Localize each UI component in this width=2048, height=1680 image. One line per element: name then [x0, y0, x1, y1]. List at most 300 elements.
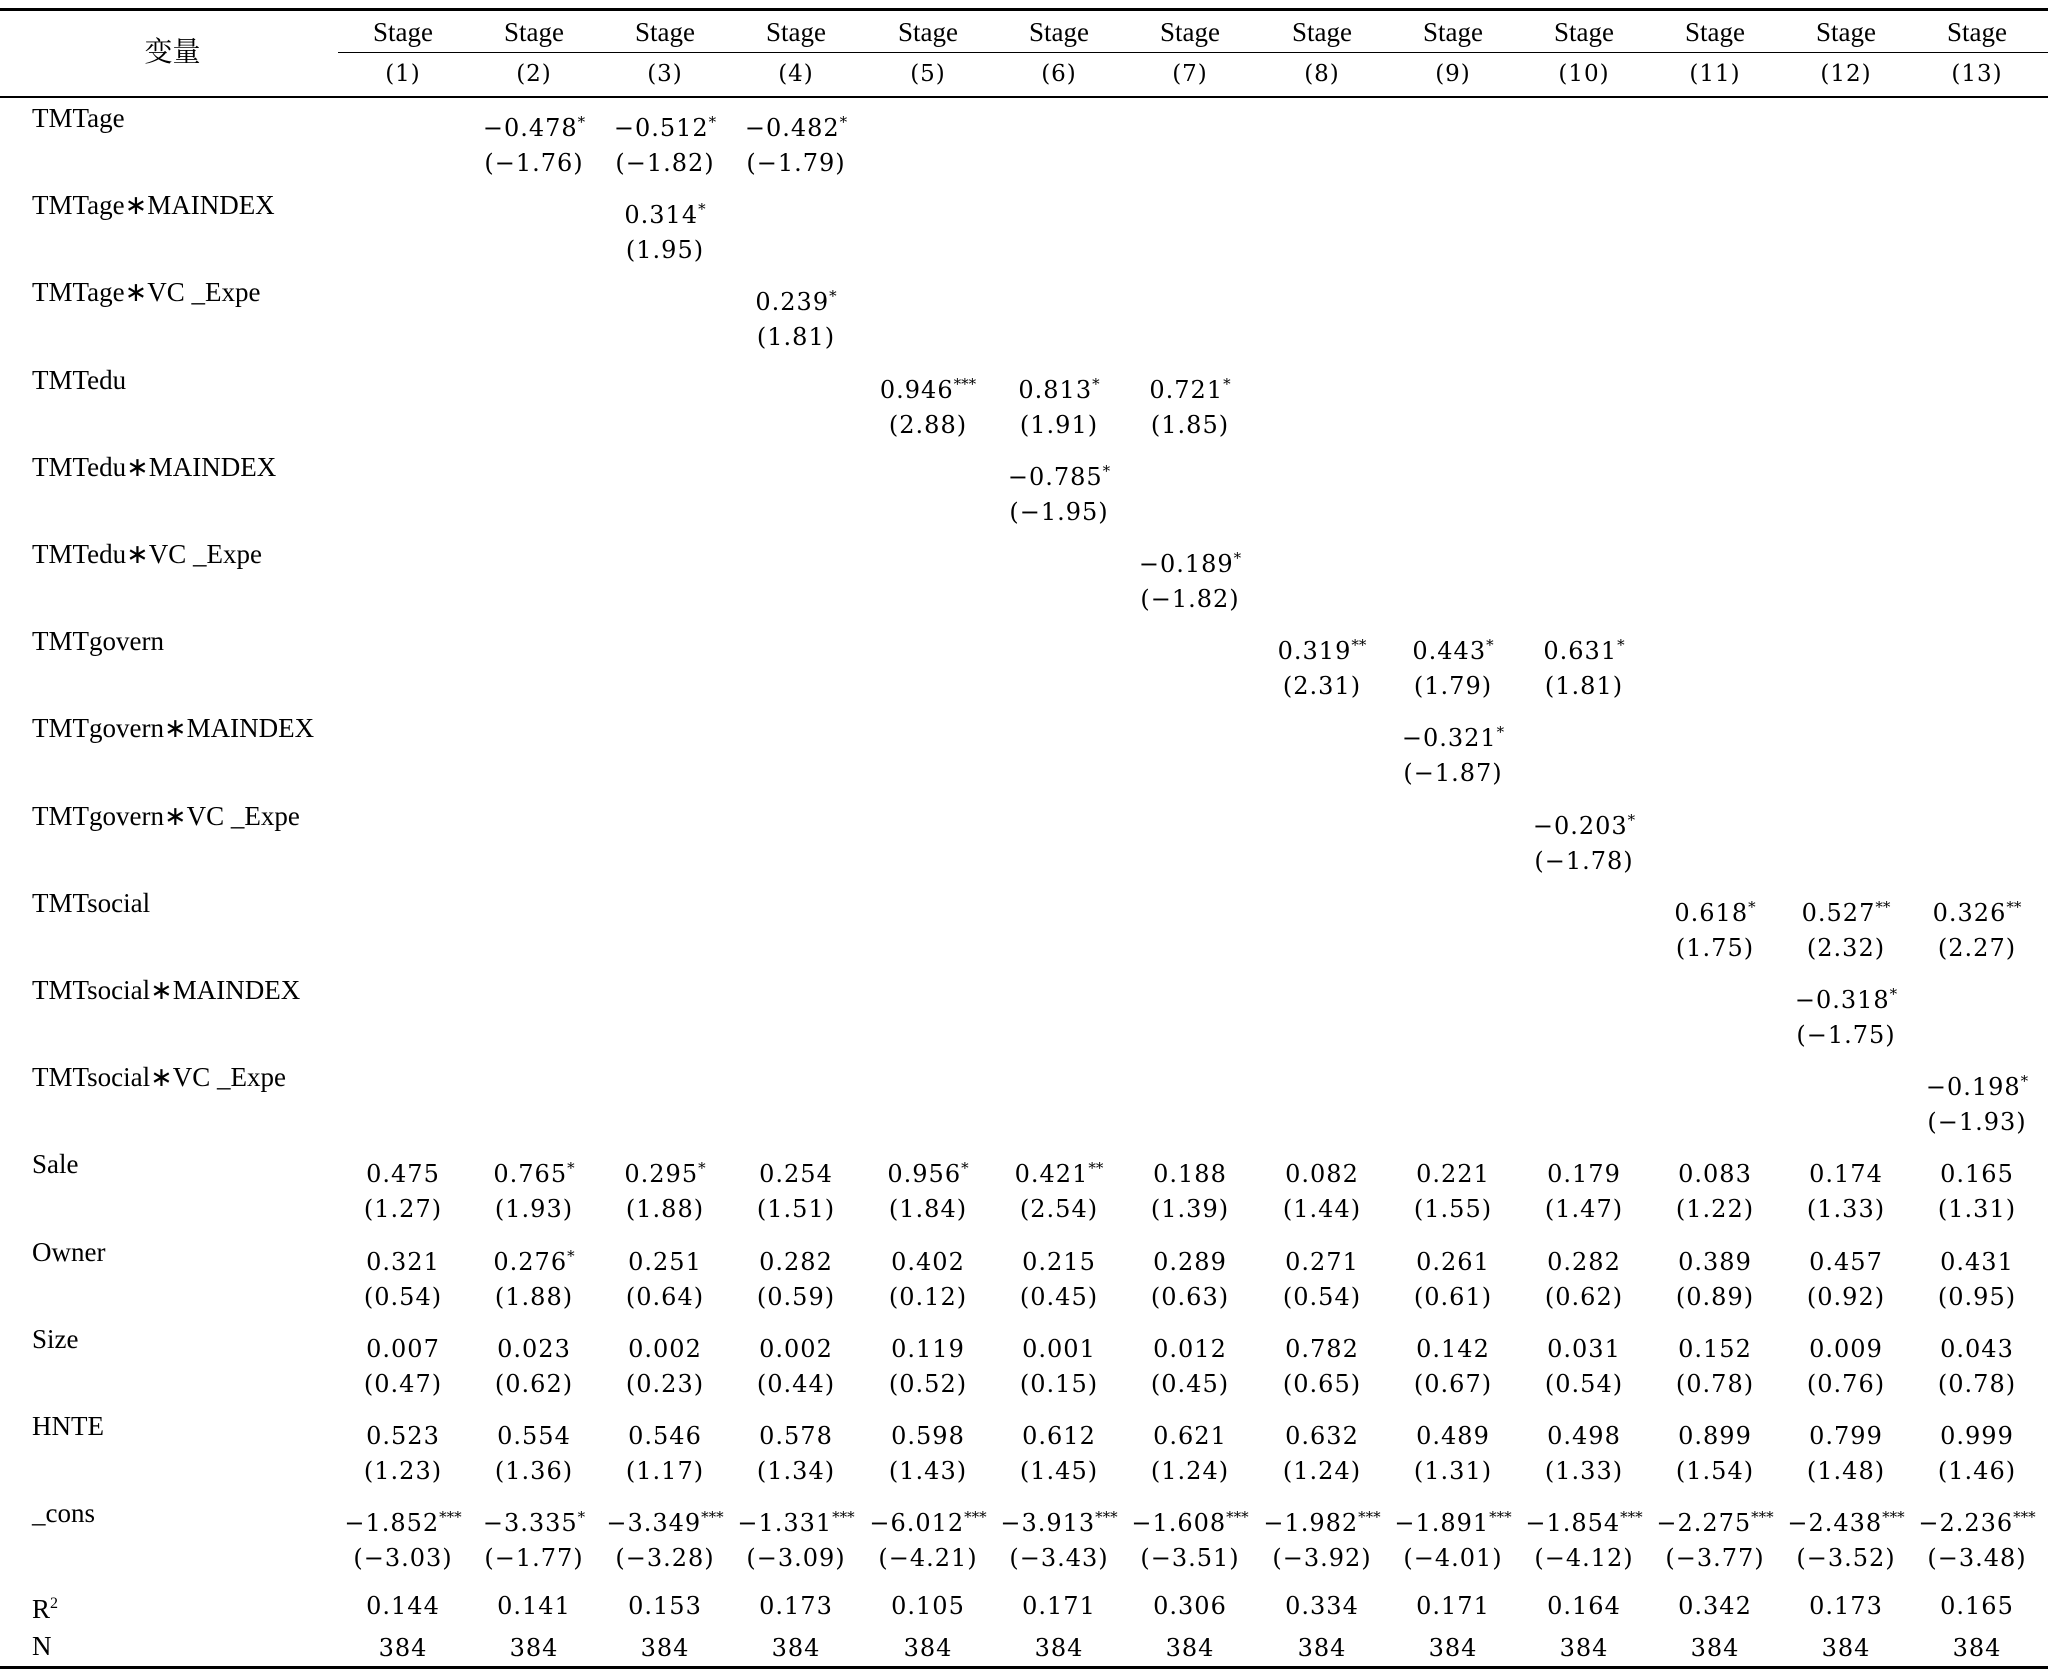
t-statistic-cell: (−1.78): [1534, 846, 1634, 875]
coefficient-cell: [1114, 1414, 1266, 1452]
coefficient-value: 0.326: [1932, 898, 2007, 927]
coefficient-value: −0.318: [1794, 986, 1890, 1014]
coefficient-cell: [1246, 1240, 1398, 1278]
coefficient-cell: [1770, 1501, 1922, 1539]
t-statistic-cell: (−4.12): [1534, 1544, 1634, 1573]
coefficient-cell: [1639, 891, 1791, 929]
column-header-stage: Stage: [1423, 17, 1483, 47]
significance-stars: ***: [1226, 1508, 1249, 1527]
r-squared-value: 0.173: [1809, 1592, 1883, 1620]
coefficient-value: 0.631: [1543, 637, 1618, 666]
significance-stars: ***: [1751, 1508, 1774, 1527]
coefficient-value: 0.489: [1416, 1422, 1490, 1450]
coefficient-value: 0.443: [1412, 637, 1487, 666]
t-statistic-cell: (1.93): [494, 1195, 574, 1224]
bottom-rule: [0, 1666, 2048, 1669]
significance-stars: *: [698, 200, 706, 219]
significance-stars: ***: [2013, 1508, 2036, 1527]
coefficient-value: 0.254: [759, 1160, 833, 1189]
significance-stars: *: [1486, 636, 1494, 655]
t-statistic-cell: (2.54): [1019, 1195, 1099, 1224]
r-squared-value: 0.173: [759, 1592, 833, 1620]
coefficient-cell: [1377, 1414, 1529, 1452]
coefficient-value: 0.618: [1674, 898, 1749, 927]
t-statistic-cell: (−1.75): [1796, 1021, 1896, 1049]
coefficient-value: −3.349: [606, 1509, 702, 1538]
row-label: Sale: [32, 1149, 79, 1180]
coefficient-value: 0.174: [1809, 1160, 1883, 1189]
column-header-stage: Stage: [1160, 17, 1220, 47]
n-value: 384: [509, 1634, 559, 1662]
coefficient-cell: [1508, 1414, 1660, 1452]
t-statistic-cell: (−3.09): [746, 1544, 846, 1573]
coefficient-cell: [458, 1152, 610, 1190]
coefficient-cell: [1246, 1501, 1398, 1539]
coefficient-cell: [1114, 1152, 1266, 1190]
t-statistic-cell: (1.22): [1675, 1195, 1755, 1224]
t-statistic-cell: (0.95): [1937, 1282, 2017, 1311]
coefficient-value: 0.799: [1809, 1422, 1883, 1450]
coefficient-value: −2.275: [1656, 1509, 1752, 1538]
r-squared-value: 0.141: [497, 1592, 571, 1620]
column-header-number: (2): [516, 61, 552, 87]
coefficient-cell: [589, 193, 741, 231]
coefficient-cell: [983, 1152, 1135, 1190]
coefficient-cell: [1377, 1240, 1529, 1278]
significance-stars: *: [1889, 985, 1898, 1003]
coefficient-value: 0.475: [366, 1160, 440, 1189]
significance-stars: *: [567, 1246, 575, 1265]
t-statistic-cell: (−3.28): [615, 1544, 715, 1573]
t-statistic-cell: (1.24): [1150, 1457, 1230, 1485]
coefficient-cell: [327, 1501, 479, 1539]
significance-stars: *: [1617, 636, 1625, 655]
significance-stars: ***: [832, 1508, 855, 1527]
row-label: TMTage∗MAINDEX: [32, 190, 275, 221]
column-header-stage: Stage: [1816, 17, 1876, 47]
column-header-stage: Stage: [766, 17, 826, 47]
coefficient-value: −1.982: [1263, 1509, 1359, 1538]
significance-stars: *: [1102, 461, 1111, 480]
t-statistic-cell: (0.78): [1937, 1369, 2017, 1398]
t-statistic-cell: (−3.77): [1665, 1544, 1765, 1573]
column-header-stage: Stage: [1554, 17, 1614, 47]
significance-stars: *: [698, 1159, 706, 1178]
coefficient-value: 0.276: [493, 1247, 568, 1276]
significance-stars: ***: [701, 1508, 724, 1527]
t-statistic-cell: (−3.48): [1927, 1544, 2027, 1573]
coefficient-cell: [1114, 542, 1266, 580]
n-value: 384: [1821, 1634, 1871, 1662]
coefficient-cell: [720, 1152, 872, 1190]
r-squared-value: 0.171: [1022, 1592, 1096, 1620]
t-statistic-cell: (−3.43): [1009, 1544, 1109, 1573]
coefficient-cell: [1377, 1327, 1529, 1365]
t-statistic-cell: (0.65): [1282, 1369, 1362, 1398]
t-statistic-cell: (1.33): [1806, 1195, 1886, 1224]
row-label: _cons: [32, 1498, 95, 1529]
t-statistic-cell: (0.64): [625, 1282, 705, 1311]
t-statistic-cell: (1.47): [1544, 1195, 1624, 1224]
r-squared-value: 0.334: [1285, 1592, 1359, 1620]
t-statistic-cell: (1.79): [1413, 672, 1493, 701]
significance-stars: *: [577, 113, 586, 131]
t-statistic-cell: (0.62): [494, 1369, 574, 1398]
coefficient-value: 0.023: [497, 1334, 571, 1363]
coefficient-cell: [1770, 978, 1922, 1016]
coefficient-value: −0.189: [1138, 550, 1234, 578]
coefficient-cell: [1377, 716, 1529, 754]
coefficient-cell: [983, 1501, 1135, 1539]
coefficient-cell: [589, 106, 741, 144]
coefficient-value: 0.142: [1416, 1334, 1490, 1363]
n-value: 384: [1952, 1634, 2002, 1662]
coefficient-value: 0.119: [891, 1334, 965, 1363]
t-statistic-cell: (1.48): [1806, 1457, 1886, 1485]
row-label: HNTE: [32, 1411, 104, 1441]
row-label: TMTgovern∗VC _Expe: [32, 800, 300, 831]
coefficient-value: 0.289: [1153, 1247, 1227, 1276]
coefficient-cell: [1770, 1152, 1922, 1190]
t-statistic-cell: (2.88): [888, 410, 968, 439]
t-statistic-cell: (1.31): [1937, 1195, 2017, 1224]
t-statistic-cell: (1.85): [1150, 410, 1230, 439]
t-statistic-cell: (1.17): [625, 1457, 705, 1485]
coefficient-cell: [983, 1240, 1135, 1278]
coefficient-value: 0.295: [624, 1160, 699, 1189]
t-statistic-cell: (2.27): [1937, 933, 2017, 962]
column-header-number: (3): [647, 61, 683, 87]
row-label: TMTgovern: [32, 626, 164, 657]
significance-stars: *: [1092, 374, 1100, 393]
column-header-stage: Stage: [373, 17, 433, 47]
t-statistic-cell: (2.32): [1806, 933, 1886, 962]
column-header-stage: Stage: [1292, 17, 1352, 47]
n-label: N: [32, 1631, 52, 1661]
coefficient-cell: [852, 368, 1004, 406]
coefficient-value: −6.012: [869, 1509, 965, 1538]
coefficient-value: 0.083: [1678, 1160, 1752, 1189]
coefficient-cell: [1639, 1501, 1791, 1539]
coefficient-cell: [1246, 1152, 1398, 1190]
t-statistic-cell: (−1.82): [1140, 585, 1240, 613]
n-value: 384: [1690, 1634, 1740, 1662]
column-header-number: (13): [1951, 61, 2003, 87]
t-statistic-cell: (1.44): [1282, 1195, 1362, 1224]
coefficient-value: 0.179: [1547, 1160, 1621, 1189]
coefficient-value: 0.527: [1801, 898, 1876, 927]
t-statistic-cell: (1.81): [1544, 672, 1624, 701]
coefficient-value: 0.001: [1022, 1334, 1096, 1363]
t-statistic-cell: (−1.77): [484, 1544, 584, 1573]
significance-stars: ***: [1489, 1508, 1512, 1527]
column-header-number: (6): [1041, 61, 1077, 87]
t-statistic-cell: (−3.52): [1796, 1544, 1896, 1573]
coefficient-cell: [1246, 629, 1398, 667]
r-squared-superscript: 2: [50, 1595, 59, 1612]
row-label: TMTsocial: [32, 887, 151, 918]
coefficient-value: −3.913: [1000, 1509, 1096, 1538]
t-statistic-cell: (0.59): [756, 1282, 836, 1311]
coefficient-cell: [589, 1152, 741, 1190]
significance-stars: *: [577, 1508, 586, 1527]
t-statistic-cell: (1.27): [363, 1195, 443, 1224]
t-statistic-cell: (1.31): [1413, 1457, 1493, 1485]
coefficient-value: −0.512: [613, 114, 709, 142]
n-value: 384: [1165, 1634, 1215, 1662]
t-statistic-cell: (0.92): [1806, 1282, 1886, 1311]
coefficient-cell: [1246, 1327, 1398, 1365]
t-statistic-cell: (1.88): [494, 1282, 574, 1311]
r-squared-value: 0.165: [1940, 1592, 2014, 1620]
row-label: TMTage∗VC _Expe: [32, 277, 261, 308]
coefficient-cell: [1508, 629, 1660, 667]
t-statistic-cell: (1.88): [625, 1195, 705, 1224]
t-statistic-cell: (1.51): [756, 1195, 836, 1224]
t-statistic-cell: (0.44): [756, 1369, 836, 1398]
coefficient-cell: [1114, 1327, 1266, 1365]
coefficient-value: 0.082: [1285, 1160, 1359, 1189]
significance-stars: *: [567, 1159, 575, 1178]
significance-stars: **: [2006, 897, 2022, 916]
t-statistic-cell: (1.81): [756, 323, 836, 352]
coefficient-value: 0.523: [366, 1422, 440, 1450]
coefficient-cell: [327, 1414, 479, 1452]
column-header-number: (4): [778, 61, 814, 87]
coefficient-value: 0.188: [1153, 1160, 1227, 1189]
t-statistic-cell: (0.23): [625, 1369, 705, 1398]
coefficient-cell: [1901, 1240, 2048, 1278]
coefficient-value: −1.891: [1394, 1509, 1490, 1538]
coefficient-value: 0.282: [759, 1247, 833, 1276]
n-value: 384: [1034, 1634, 1084, 1662]
coefficient-cell: [458, 1414, 610, 1452]
coefficient-value: 0.402: [891, 1247, 965, 1276]
coefficient-cell: [1639, 1240, 1791, 1278]
t-statistic-cell: (−4.01): [1403, 1544, 1503, 1573]
coefficient-value: 0.431: [1940, 1247, 2014, 1276]
coefficient-value: −3.335: [482, 1509, 578, 1538]
significance-stars: ***: [1882, 1508, 1905, 1527]
t-statistic-cell: (−4.21): [878, 1544, 978, 1573]
t-statistic-cell: (−3.92): [1272, 1544, 1372, 1573]
coefficient-value: 0.457: [1809, 1247, 1883, 1276]
coefficient-value: 0.632: [1285, 1422, 1359, 1450]
r-squared-value: 0.171: [1416, 1592, 1490, 1620]
significance-stars: *: [1748, 897, 1756, 916]
coefficient-cell: [589, 1327, 741, 1365]
t-statistic-cell: (0.62): [1544, 1282, 1624, 1311]
t-statistic-cell: (1.36): [494, 1457, 574, 1485]
t-statistic-cell: (0.45): [1019, 1282, 1099, 1311]
coefficient-cell: [1639, 1414, 1791, 1452]
column-header-stage: Stage: [1685, 17, 1745, 47]
coefficient-value: 0.765: [493, 1160, 568, 1189]
coefficient-value: 0.578: [759, 1422, 833, 1450]
coefficient-value: 0.239: [755, 288, 830, 317]
significance-stars: *: [829, 287, 837, 306]
t-statistic-cell: (1.55): [1413, 1195, 1493, 1224]
coefficient-cell: [1377, 629, 1529, 667]
coefficient-value: 0.215: [1022, 1247, 1096, 1276]
r-squared-value: 0.105: [891, 1592, 965, 1620]
column-header-stage: Stage: [1029, 17, 1089, 47]
coefficient-value: −0.478: [482, 114, 578, 142]
coefficient-cell: [1377, 1152, 1529, 1190]
t-statistic-cell: (1.34): [756, 1457, 836, 1485]
coefficient-value: 0.261: [1416, 1247, 1490, 1276]
coefficient-cell: [852, 1501, 1004, 1539]
t-statistic-cell: (0.47): [363, 1369, 443, 1398]
coefficient-value: 0.251: [628, 1247, 702, 1276]
coefficient-cell: [720, 1240, 872, 1278]
column-header-stage: Stage: [504, 17, 564, 47]
t-statistic-cell: (−1.79): [746, 149, 846, 177]
coefficient-value: 0.389: [1678, 1247, 1752, 1276]
t-statistic-cell: (0.54): [1282, 1282, 1362, 1311]
t-statistic-cell: (0.54): [1544, 1369, 1624, 1398]
coefficient-value: 0.152: [1678, 1334, 1752, 1363]
coefficient-cell: [458, 1327, 610, 1365]
t-statistic-cell: (1.23): [363, 1457, 443, 1485]
r-squared-value: 0.153: [628, 1592, 702, 1620]
coefficient-cell: [1508, 1501, 1660, 1539]
n-value: 384: [903, 1634, 953, 1662]
significance-stars: *: [2020, 1072, 2029, 1091]
column-header-number: (12): [1820, 61, 1872, 87]
coefficient-value: 0.221: [1416, 1160, 1490, 1189]
row-label: TMTedu∗MAINDEX: [32, 451, 277, 482]
coefficient-value: 0.012: [1153, 1334, 1227, 1363]
coefficient-value: 0.319: [1277, 637, 1352, 666]
coefficient-cell: [852, 1327, 1004, 1365]
n-value: 384: [1428, 1634, 1478, 1662]
coefficient-value: 0.009: [1809, 1334, 1883, 1363]
coefficient-cell: [1901, 1152, 2048, 1190]
coefficient-value: 0.271: [1285, 1247, 1359, 1276]
coefficient-value: −0.198: [1925, 1073, 2021, 1102]
coefficient-cell: [1508, 1152, 1660, 1190]
column-header-number: (9): [1435, 61, 1471, 87]
t-statistic-cell: (1.46): [1937, 1457, 2017, 1485]
coefficient-value: 0.498: [1547, 1422, 1621, 1450]
t-statistic-cell: (1.43): [888, 1457, 968, 1485]
coefficient-value: 0.782: [1285, 1334, 1359, 1363]
coefficient-cell: [852, 1152, 1004, 1190]
coefficient-value: 0.612: [1022, 1422, 1096, 1450]
t-statistic-cell: (1.84): [888, 1195, 968, 1224]
t-statistic-cell: (−1.87): [1403, 759, 1503, 788]
coefficient-value: −1.608: [1131, 1509, 1227, 1538]
coefficient-cell: [1901, 1065, 2048, 1103]
t-statistic-cell: (1.33): [1544, 1457, 1624, 1485]
significance-stars: *: [1233, 549, 1242, 567]
significance-stars: **: [1088, 1159, 1104, 1178]
significance-stars: ***: [439, 1508, 462, 1527]
coefficient-cell: [1901, 1414, 2048, 1452]
n-value: 384: [1559, 1634, 1609, 1662]
coefficient-cell: [852, 1414, 1004, 1452]
t-statistic-cell: (1.75): [1675, 933, 1755, 962]
coefficient-cell: [589, 1240, 741, 1278]
column-header-stage: Stage: [635, 17, 695, 47]
significance-stars: ***: [1620, 1508, 1643, 1527]
significance-stars: ***: [964, 1508, 987, 1527]
t-statistic-cell: (1.45): [1019, 1457, 1099, 1485]
coefficient-cell: [1770, 1414, 1922, 1452]
coefficient-value: 0.899: [1678, 1422, 1752, 1450]
coefficient-cell: [1639, 1327, 1791, 1365]
t-statistic-cell: (0.12): [888, 1282, 968, 1311]
coefficient-value: 0.043: [1940, 1334, 2014, 1363]
n-value: 384: [1297, 1634, 1347, 1662]
coefficient-cell: [1114, 1240, 1266, 1278]
coefficient-value: −1.331: [737, 1509, 833, 1538]
coefficient-cell: [589, 1501, 741, 1539]
t-statistic-cell: (1.95): [625, 236, 705, 265]
coefficient-value: −0.482: [744, 114, 840, 142]
column-header-number: (7): [1172, 61, 1208, 87]
coefficient-value: −0.203: [1532, 811, 1628, 840]
t-statistic-cell: (0.52): [888, 1369, 968, 1398]
coefficient-value: 0.813: [1018, 375, 1093, 404]
t-statistic-cell: (0.61): [1413, 1282, 1493, 1311]
coefficient-value: 0.282: [1547, 1247, 1621, 1276]
row-label: TMTedu: [32, 364, 127, 395]
coefficient-value: 0.321: [366, 1247, 440, 1276]
coefficient-cell: [1901, 1327, 2048, 1365]
row-label: Owner: [32, 1236, 106, 1267]
significance-stars: ***: [1358, 1508, 1381, 1527]
n-value: 384: [378, 1634, 428, 1662]
coefficient-value: −2.438: [1787, 1509, 1883, 1538]
coefficient-cell: [327, 1327, 479, 1365]
coefficient-value: 0.002: [759, 1334, 833, 1363]
coefficient-value: 0.421: [1014, 1160, 1089, 1189]
coefficient-cell: [983, 455, 1135, 493]
t-statistic-cell: (0.67): [1413, 1369, 1493, 1398]
coefficient-cell: [720, 106, 872, 144]
t-statistic-cell: (0.76): [1806, 1369, 1886, 1398]
coefficient-value: −2.236: [1918, 1509, 2014, 1538]
coefficient-value: −0.785: [1007, 462, 1103, 491]
r-squared-label: [32, 1588, 58, 1625]
coefficient-cell: [1901, 1501, 2048, 1539]
significance-stars: ***: [953, 374, 977, 393]
coefficient-cell: [720, 280, 872, 318]
significance-stars: *: [1627, 810, 1636, 829]
coefficient-value: 0.554: [497, 1422, 571, 1450]
t-statistic-cell: (−1.76): [484, 149, 584, 177]
coefficient-cell: [1114, 1501, 1266, 1539]
t-statistic-cell: (−1.93): [1927, 1108, 2027, 1137]
t-statistic-cell: (1.39): [1150, 1195, 1230, 1224]
column-header-number: (10): [1558, 61, 1610, 87]
r-squared-value: 0.342: [1678, 1592, 1752, 1620]
coefficient-value: 0.165: [1940, 1160, 2014, 1189]
coefficient-cell: [983, 1327, 1135, 1365]
significance-stars: **: [1351, 636, 1367, 655]
coefficient-cell: [1508, 1327, 1660, 1365]
row-label: TMTsocial∗MAINDEX: [32, 975, 301, 1005]
column-header-number: (11): [1689, 61, 1741, 87]
coefficient-cell: [458, 106, 610, 144]
coefficient-cell: [1901, 891, 2048, 929]
r-squared-value: 0.164: [1547, 1592, 1621, 1620]
n-value: 384: [771, 1634, 821, 1662]
significance-stars: *: [1223, 374, 1231, 393]
t-statistic-cell: (1.54): [1675, 1457, 1755, 1485]
